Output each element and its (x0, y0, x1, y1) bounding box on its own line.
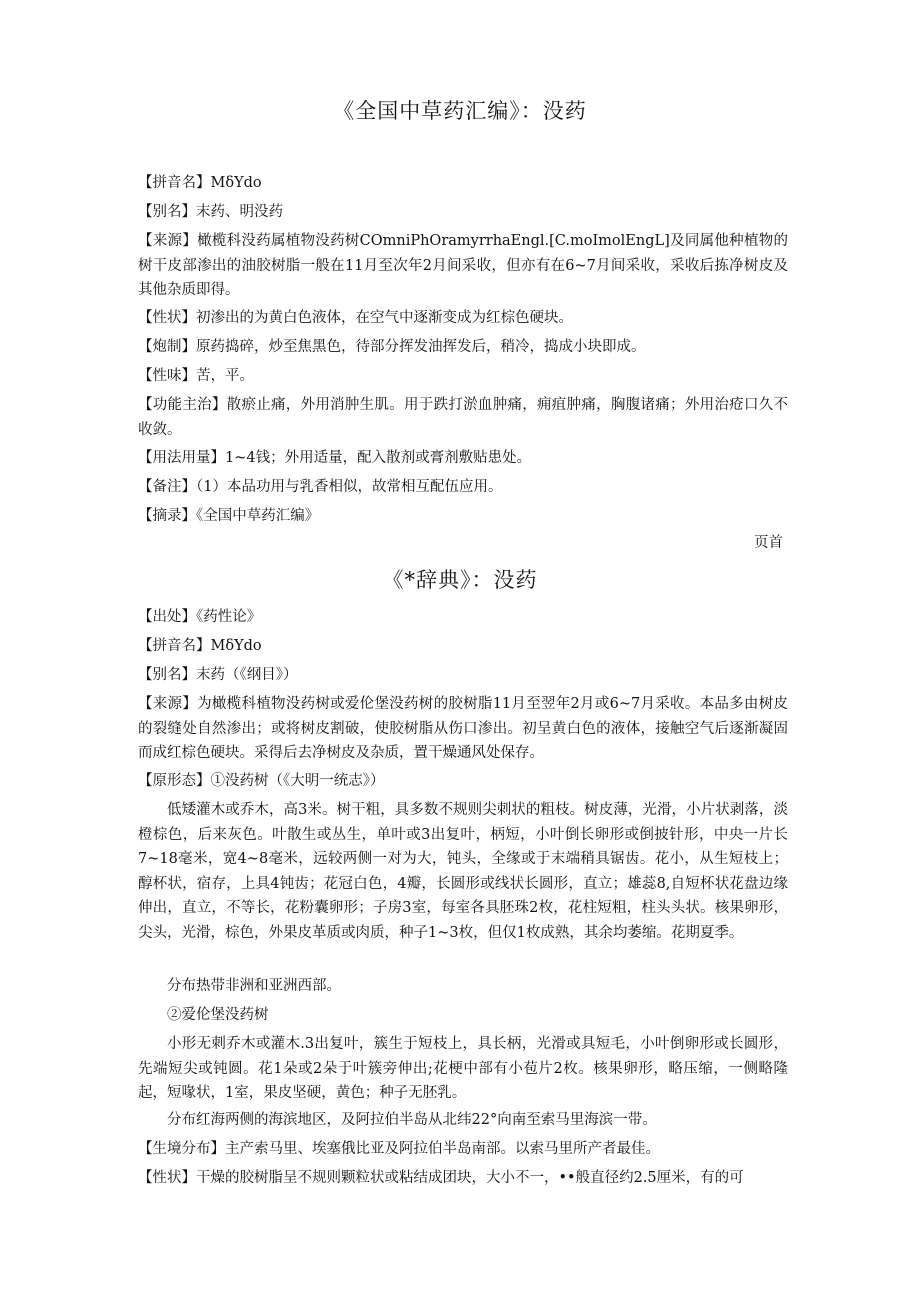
species-2-heading: ②爱伦堡没药树 (167, 1007, 269, 1023)
dosage-1: 【用法用量】1~4钱；外用适量，配入散剂或膏剂敷贴患处。 (138, 450, 532, 466)
alias-1: 【别名】末药、明没药 (138, 204, 283, 220)
section1-title: 《全国中草药汇编》：没药 (333, 99, 587, 123)
morphology-description-1: 低矮灌木或乔木，高3米。树干粗，具多数不规则尖刺状的粗枝。树皮薄，光滑，小片状剥落，淡橙棕色，后来灰色。叶散生或丛生，单叶或3出复叶，柄短，小叶倒长卵形或倒披针形，中央一片长7~18毫米，宽4~8毫米，远较两侧一对为大，钝头，全缘或于末端稍具锯齿。花小，从生短枝上；醇杯状，宿存，上具4钝齿；花冠白色，4瓣，长圆形或线状长圆形，直立；雄蕊8,自短杯状花盘边缘伸出，直立，不等长，花粉囊卵形；子房3室，每室各具胚珠2枚，花柱短粗，柱头头状。核果卵形，尖头，光滑，棕色，外果皮革质或肉质，种子1~3枚，但仅1枚成熟，其余均萎缩。花期夏季。 (138, 802, 788, 941)
source-1: 【来源】橄榄科没药属植物没药树COmniPhOramyrrhaEngl.[C.moImolEngL]及同属他种植物的树干皮部渗出的油胶树脂一般在11月至次年2月间采收，但亦有在6~7月间采收，采收后拣净树皮及其他杂质即得。 (138, 233, 788, 298)
section2-title: 《*辞典》：没药 (382, 568, 538, 592)
morphology-2: 【原形态】①没药树（《大明一统志》） (138, 773, 385, 789)
excerpt-1: 【摘录】《全国中草药汇编》 (138, 508, 320, 524)
taste-1: 【性味】苦，平。 (138, 368, 254, 384)
processing-1: 【炮制】原药捣碎，炒至焦黑色，待部分挥发油挥发后，稍冷，捣成小块即成。 (138, 339, 646, 355)
remark-1: 【备注】（1）本品功用与乳香相似，故常相互配伍应用。 (138, 479, 503, 495)
function-1: 【功能主治】散瘀止痛，外用消肿生肌。用于跌打淤血肿痛，痈疽肿痛，胸腹诸痛；外用治疮口久不收敛。 (138, 397, 788, 438)
source-2: 【来源】为橄榄科植物没药树或爱伦堡没药树的胶树脂11月至翌年2月或6~7月采收。本品多由树皮的裂缝处自然渗出；或将树皮割破，使胶树脂从伤口渗出。初呈黄白色的液体，接触空气后逐渐凝固而成红棕色硬块。采得后去净树皮及杂质，置干燥通风处保存。 (138, 696, 788, 761)
morphology-description-2: 小形无刺乔木或灌木.3出复叶，簇生于短枝上，具长柄，光滑或具短毛，小叶倒卵形或长圆形，先端短尖或钝圆。花1朵或2朵于叶簇旁伸出;花梗中部有小苞片2枚。核果卵形，略压缩，一侧略隆起，短喙状，1室，果皮坚硬，黄色；种子无胚乳。 (138, 1036, 788, 1101)
alias-2: 【别名】末药（《纲目》） (138, 667, 298, 683)
origin-2: 【出处】《药性论》 (138, 609, 262, 625)
pinyin-name-2: 【拼音名】MδYdo (138, 638, 262, 654)
distribution-2: 分布红海两侧的海滨地区，及阿拉伯半岛从北纬22°向南至索马里海滨一带。 (167, 1112, 657, 1128)
habitat-2: 【生境分布】主产索马里、埃塞俄比亚及阿拉伯半岛南部。以索马里所产者最佳。 (138, 1141, 660, 1157)
page-header-label: 页首 (754, 535, 783, 551)
properties-1: 【性状】初渗出的为黄白色液体，在空气中逐渐变成为红棕色硬块。 (138, 310, 573, 326)
pinyin-name-1: 【拼音名】MδYdo (138, 175, 262, 191)
distribution-1: 分布热带非洲和亚洲西部。 (167, 978, 341, 994)
properties-2: 【性状】干燥的胶树脂呈不规则颗粒状或粘结成团块，大小不一，••般直径约2.5厘米，有的可 (138, 1170, 744, 1186)
